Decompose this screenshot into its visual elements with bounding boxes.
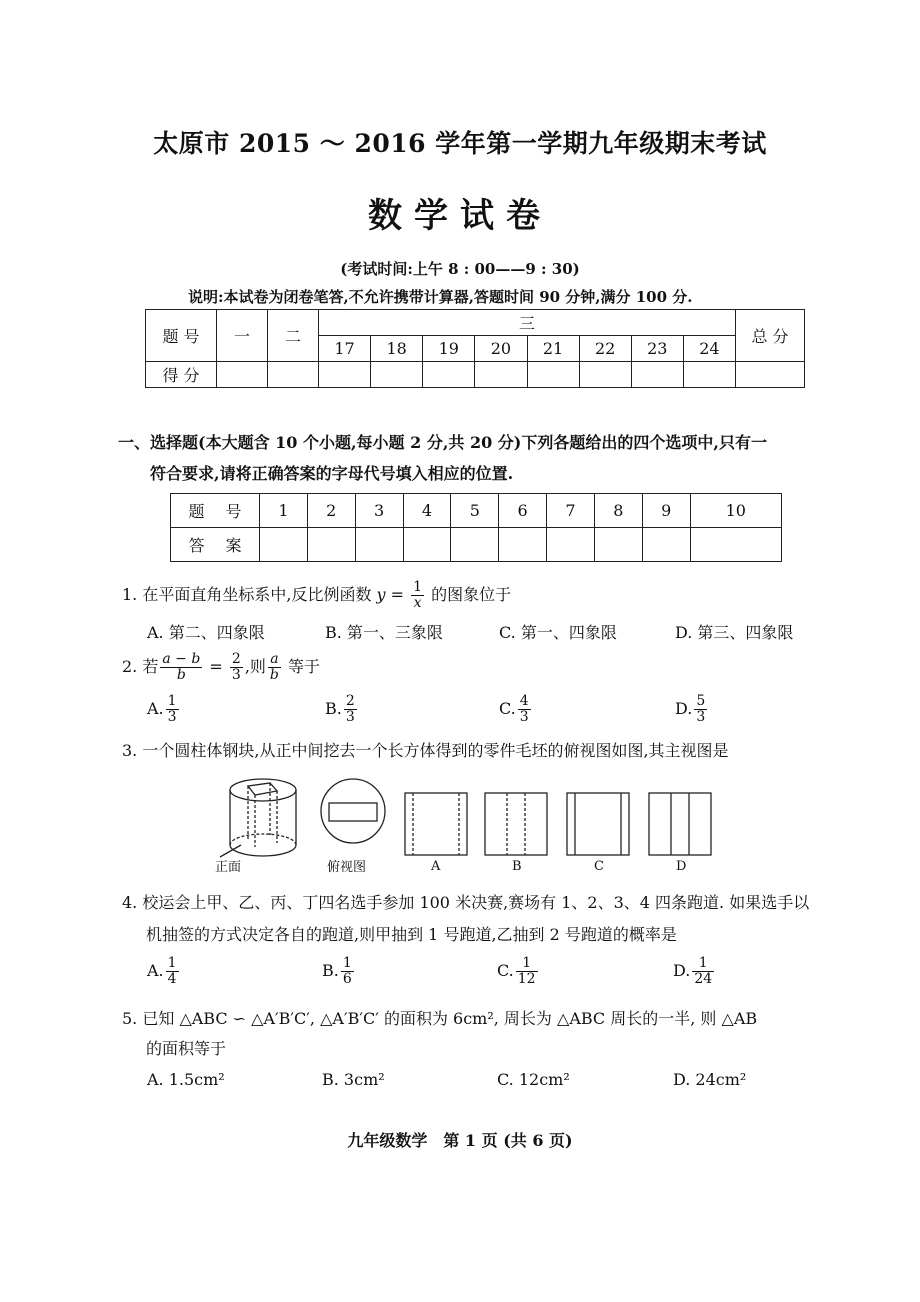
q3-label-topview: 俯视图 bbox=[327, 860, 367, 875]
q4-d-frac bbox=[692, 956, 714, 987]
q2-a-den: 3 bbox=[167, 709, 177, 725]
answer-cell[interactable] bbox=[403, 528, 451, 562]
q1-frac-num: 1 bbox=[413, 579, 423, 595]
answer-cell[interactable] bbox=[355, 528, 403, 562]
q2-f3-den: b bbox=[269, 667, 279, 683]
q2-c-num: 4 bbox=[519, 693, 529, 709]
question-4-line1: 4. 校运会上甲、乙、丙、丁四名选手参加 100 米决赛,赛场有 1、2、3、4 四条跑道. 如果选手以 bbox=[122, 893, 810, 912]
score-header-part3: 三 bbox=[319, 310, 736, 336]
q2-f2-num: 2 bbox=[231, 651, 241, 667]
q2-f3-num: a bbox=[268, 652, 281, 668]
exam-time: (考试时间:上午 8 : 00——9 : 30) bbox=[340, 260, 580, 278]
q2-c-frac bbox=[518, 694, 531, 725]
option-a-figure bbox=[405, 793, 467, 855]
q4-option-c[interactable] bbox=[497, 956, 540, 987]
q2-option-c[interactable] bbox=[499, 694, 533, 725]
q2-text-pre: 2. 若 bbox=[122, 657, 159, 676]
answer-number: 4 bbox=[403, 494, 451, 528]
score-sub-23: 23 bbox=[631, 336, 683, 362]
question-5-line1: 5. 已知 △ABC ∽ △A′B′C′, △A′B′C′ 的面积为 6cm², 周长为 △ABC 周长的一半, 则 △AB bbox=[122, 1009, 758, 1028]
q1-text-post: 的图象位于 bbox=[426, 585, 512, 604]
score-cell[interactable] bbox=[475, 362, 527, 388]
score-cell[interactable] bbox=[736, 362, 805, 388]
q4-a-letter: A. bbox=[147, 961, 164, 980]
question-3: 3. 一个圆柱体钢块,从正中间挖去一个长方体得到的零件毛坯的俯视图如图,其主视图是 bbox=[122, 741, 729, 760]
q1-option-d[interactable]: D. 第三、四象限 bbox=[675, 623, 794, 642]
q4-b-den: 6 bbox=[342, 971, 352, 987]
q4-b-letter: B. bbox=[322, 961, 339, 980]
top-view-figure bbox=[321, 779, 385, 843]
question-5-line2: 的面积等于 bbox=[146, 1039, 227, 1058]
q4-c-den: 12 bbox=[517, 971, 536, 987]
q5-option-a[interactable]: A. 1.5cm² bbox=[147, 1070, 225, 1089]
q1-text-pre: 1. 在平面直角坐标系中,反比例函数 bbox=[122, 585, 377, 604]
q2-option-b[interactable] bbox=[325, 694, 359, 725]
q2-c-letter: C. bbox=[499, 699, 516, 718]
score-header-part2: 二 bbox=[268, 310, 319, 362]
answer-cell[interactable] bbox=[260, 528, 308, 562]
q4-d-den: 24 bbox=[694, 971, 713, 987]
q4-a-den: 4 bbox=[167, 971, 177, 987]
q1-fraction bbox=[411, 580, 424, 611]
score-sub-17: 17 bbox=[319, 336, 371, 362]
q1-option-c[interactable]: C. 第一、四象限 bbox=[499, 623, 617, 642]
q1-option-b[interactable]: B. 第一、三象限 bbox=[325, 623, 443, 642]
q2-d-den: 3 bbox=[696, 709, 706, 725]
q4-d-num: 1 bbox=[692, 956, 714, 972]
score-header-label: 题 号 bbox=[146, 310, 217, 362]
option-b-figure bbox=[485, 793, 547, 855]
q2-fraction-2 bbox=[230, 652, 243, 683]
q4-option-a[interactable] bbox=[147, 956, 181, 987]
q2-a-letter: A. bbox=[147, 699, 164, 718]
q4-b-num: 1 bbox=[342, 955, 352, 971]
q2-f1-num: a − b bbox=[162, 651, 201, 667]
score-cell[interactable] bbox=[527, 362, 579, 388]
q2-a-frac bbox=[166, 694, 179, 725]
q2-b-letter: B. bbox=[325, 699, 342, 718]
q1-var-y: y bbox=[376, 585, 386, 604]
q3-label-c[interactable]: C bbox=[594, 859, 604, 874]
answer-number: 10 bbox=[690, 494, 781, 528]
q4-b-frac bbox=[341, 956, 354, 987]
score-sub-18: 18 bbox=[371, 336, 423, 362]
q4-a-frac bbox=[166, 956, 179, 987]
q2-d-num: 5 bbox=[696, 693, 706, 709]
score-sub-19: 19 bbox=[423, 336, 475, 362]
q2-d-letter: D. bbox=[675, 699, 693, 718]
section1-intro-line1: 一、选择题(本大题含 10 个小题,每小题 2 分,共 20 分)下列各题给出的四个选项中,只有一 bbox=[118, 433, 767, 452]
q2-f1-den: b bbox=[176, 667, 186, 683]
score-header-total: 总 分 bbox=[736, 310, 805, 362]
q2-b-num: 2 bbox=[345, 693, 355, 709]
q2-f2-den: 3 bbox=[231, 667, 241, 683]
question-4-line2: 机抽签的方式决定各自的跑道,则甲抽到 1 号跑道,乙抽到 2 号跑道的概率是 bbox=[146, 925, 677, 944]
exam-title: 太原市 2015 ～ 2016 学年第一学期九年级期末考试 bbox=[153, 129, 767, 158]
q2-equals: = bbox=[204, 657, 228, 676]
question-1 bbox=[122, 580, 511, 611]
q3-label-front: 正面 bbox=[215, 860, 242, 875]
q1-frac-den: x bbox=[413, 595, 422, 611]
answer-number: 6 bbox=[499, 494, 547, 528]
q1-option-a[interactable]: A. 第二、四象限 bbox=[147, 623, 265, 642]
section1-intro-line2: 符合要求,请将正确答案的字母代号填入相应的位置. bbox=[150, 464, 514, 483]
score-sub-20: 20 bbox=[475, 336, 527, 362]
answer-cell[interactable] bbox=[499, 528, 547, 562]
score-cell[interactable] bbox=[579, 362, 631, 388]
paper-subtitle: 数学试卷 bbox=[368, 196, 552, 236]
score-sub-22: 22 bbox=[579, 336, 631, 362]
answer-cell[interactable] bbox=[642, 528, 690, 562]
answer-header-label: 题 号 bbox=[171, 494, 260, 528]
answer-number: 9 bbox=[642, 494, 690, 528]
q2-a-num: 1 bbox=[167, 693, 177, 709]
answer-number: 7 bbox=[547, 494, 595, 528]
q2-fraction-3 bbox=[268, 652, 281, 683]
score-sub-21: 21 bbox=[527, 336, 579, 362]
answer-cell[interactable] bbox=[690, 528, 781, 562]
score-cell[interactable] bbox=[268, 362, 319, 388]
q3-figures bbox=[215, 773, 735, 878]
score-cell[interactable] bbox=[631, 362, 683, 388]
q5-option-b[interactable]: B. 3cm² bbox=[322, 1070, 385, 1089]
q3-figure-svg bbox=[215, 773, 735, 878]
score-sub-24: 24 bbox=[683, 336, 735, 362]
q2-c-den: 3 bbox=[519, 709, 529, 725]
q2-text-mid: ,则 bbox=[244, 657, 266, 676]
q4-c-letter: C. bbox=[497, 961, 514, 980]
answer-row-label: 答 案 bbox=[171, 528, 260, 562]
score-cell[interactable] bbox=[319, 362, 371, 388]
q4-option-d[interactable] bbox=[673, 956, 716, 987]
answer-cell[interactable] bbox=[451, 528, 499, 562]
q4-c-num: 1 bbox=[516, 956, 538, 972]
answer-cell[interactable] bbox=[594, 528, 642, 562]
q4-c-frac bbox=[516, 956, 538, 987]
answer-cell[interactable] bbox=[307, 528, 355, 562]
q2-d-frac bbox=[694, 694, 707, 725]
score-cell[interactable] bbox=[423, 362, 475, 388]
q2-b-den: 3 bbox=[345, 709, 355, 725]
score-cell[interactable] bbox=[371, 362, 423, 388]
answer-number: 8 bbox=[594, 494, 642, 528]
score-cell[interactable] bbox=[683, 362, 735, 388]
answer-table bbox=[170, 493, 782, 562]
answer-number: 1 bbox=[260, 494, 308, 528]
q5-option-c[interactable]: C. 12cm² bbox=[497, 1070, 570, 1089]
q4-a-num: 1 bbox=[167, 955, 177, 971]
q4-option-b[interactable] bbox=[322, 956, 356, 987]
q5-option-d[interactable]: D. 24cm² bbox=[673, 1070, 747, 1089]
q1-equals: = bbox=[385, 585, 410, 604]
q2-option-a[interactable] bbox=[147, 694, 181, 725]
q3-label-a[interactable]: A bbox=[431, 859, 441, 874]
q2-fraction-1 bbox=[160, 652, 202, 683]
option-d-figure bbox=[649, 793, 711, 855]
exam-note: 说明:本试卷为闭卷笔答,不允许携带计算器,答题时间 90 分钟,满分 100 分. bbox=[188, 288, 693, 306]
score-table bbox=[145, 309, 805, 388]
answer-number: 2 bbox=[307, 494, 355, 528]
question-2 bbox=[122, 652, 320, 683]
score-cell[interactable] bbox=[217, 362, 268, 388]
option-c-figure bbox=[567, 793, 629, 855]
answer-number: 5 bbox=[451, 494, 499, 528]
answer-cell[interactable] bbox=[547, 528, 595, 562]
score-row-label: 得 分 bbox=[146, 362, 217, 388]
score-header-part1: 一 bbox=[217, 310, 268, 362]
q2-b-frac bbox=[344, 694, 357, 725]
answer-number: 3 bbox=[355, 494, 403, 528]
q2-text-post: 等于 bbox=[282, 657, 320, 676]
q4-d-letter: D. bbox=[673, 961, 691, 980]
q3-label-d[interactable]: D bbox=[676, 859, 687, 874]
cylinder-figure bbox=[220, 779, 296, 857]
q2-option-d[interactable] bbox=[675, 694, 709, 725]
q3-label-b[interactable]: B bbox=[512, 859, 522, 874]
page-footer: 九年级数学 第 1 页 (共 6 页) bbox=[347, 1131, 573, 1150]
